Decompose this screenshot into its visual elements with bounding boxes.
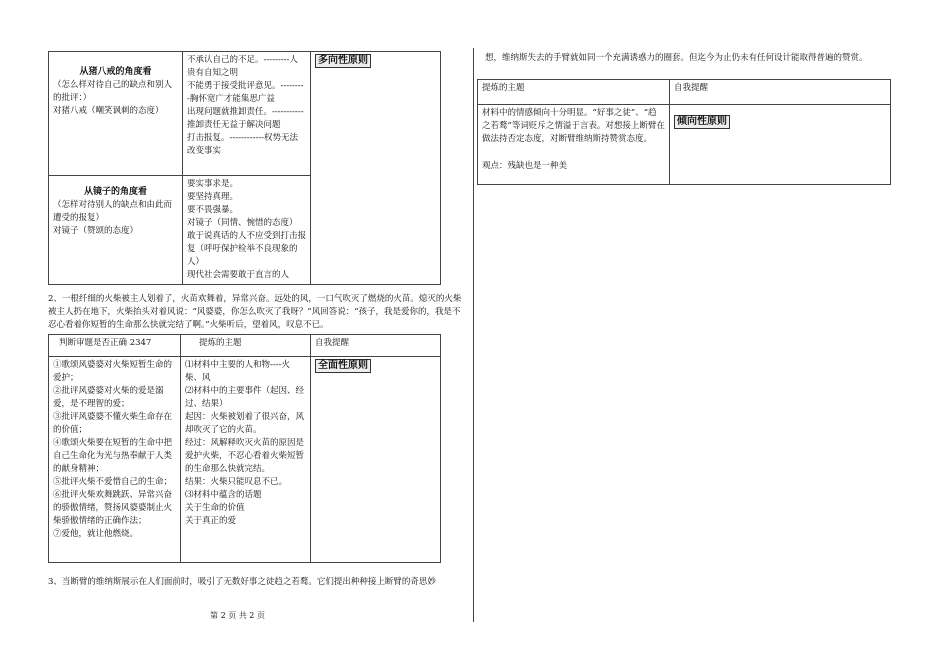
judgment-cell	[49, 357, 181, 563]
passage-2: 2、一根纤细的火柴被主人划着了，火苗欢舞着，异常兴奋。远处的风，一口气吹灭了燃烧的火苗。熄灭的火柴被主人扔在地下，火柴抬头对着风说：“风婆婆，你怎么吹灭了我呀？”风回答说：“孩子，我是爱你的，我是不忍心看着你短暂的生命那么快就完结了啊。”火柴听后，望着风，叹息不已。	[48, 294, 462, 330]
analysis-line: 不承认自己的不足。---------人贵有自知之明	[187, 55, 298, 78]
theme-line: ⑴材料中主要的人和物----火柴、风	[185, 360, 290, 383]
reminder-cell	[311, 357, 441, 563]
theme-line: 关于真正的爱	[185, 516, 237, 526]
judgment-line: ②批评风婆婆对火柴的爱是溺爱，是不理智的爱；	[53, 386, 164, 409]
theme-cell	[181, 357, 311, 563]
analysis-line: 敢于说真话的人不应受到打击报复（呼吁保护检举不良现象的人）	[187, 231, 307, 267]
page-footer: 第 2 页 共 2 页	[210, 611, 265, 620]
judgment-line: ④歌颂火柴要在短暂的生命中把自己生命化为光与热奉献于人类的献身精神；	[53, 438, 173, 474]
header-cell: 判断审题是否正确 2347	[49, 335, 181, 357]
principle-tag: 多向性原则	[315, 54, 371, 68]
header-cell: 自我提醒	[311, 335, 441, 357]
theme-cell	[478, 105, 670, 185]
analysis-table-3	[477, 79, 891, 185]
theme-line: 经过：风解释吹灭火苗的原因是爱护火柴，不忍心看着火柴短暂的生命那么快就完结。	[185, 438, 305, 474]
perspective-cell	[49, 52, 183, 176]
analysis-cell	[183, 176, 311, 285]
analysis-table-2	[48, 334, 441, 563]
theme-line: 起因：火柴被划着了很兴奋，风却吹灭了它的火苗。	[185, 412, 305, 435]
perspective-line: （怎样对待别人的缺点和由此而遭受的报复）	[53, 200, 173, 223]
analysis-line: 要不畏强暴。	[187, 205, 239, 215]
perspective-title: 从镜子的角度看	[83, 187, 147, 197]
viewpoint-text: 观点：残缺也是一种美	[482, 161, 568, 171]
principle-tag: 全面性原则	[315, 359, 371, 373]
analysis-cell	[183, 52, 311, 176]
table-row	[49, 52, 441, 176]
perspective-cell	[49, 176, 183, 285]
perspective-title: 从猪八戒的角度看	[79, 67, 152, 77]
theme-text: 材料中的情感倾向十分明显。“好事之徒”、“趋之若鹜”等词贬斥之情溢于言表。对想接上断臂在做法持否定态度，对断臂维纳斯持赞赏态度。	[482, 108, 665, 144]
column-divider	[473, 48, 474, 622]
analysis-table-1	[48, 51, 441, 285]
theme-line: ⑵材料中的主要事件（起因、经过、结果）	[185, 386, 305, 409]
reminder-cell	[670, 105, 891, 185]
perspective-line: （怎么样对待自己的缺点和别人的批评：）	[53, 80, 173, 103]
header-cell: 提炼的主题	[478, 80, 670, 105]
header-cell: 自我提醒	[670, 80, 891, 105]
analysis-line: 出现问题就推卸责任。-----------推卸责任无益于解决问题	[187, 107, 304, 130]
header-cell: 提炼的主题	[181, 335, 311, 357]
passage-3: 3、当断臂的维纳斯展示在人们面前时，吸引了无数好事之徒趋之若鹜。它们提出种种接上断臂的奇思妙	[48, 577, 436, 587]
analysis-line: 对镜子（同情、惋惜的态度）	[187, 218, 298, 228]
analysis-line: 不能勇于接受批评意见。---------胸怀宽广才能集思广益	[187, 81, 304, 104]
passage-3-continued: 想，维纳斯失去的手臂就如同一个充满诱惑力的圈套。但迄今为止仍未有任何设计能取得普遍的赞赏。	[485, 53, 868, 63]
analysis-line: 打击报复。------------权势无法改变事实	[187, 133, 298, 156]
perspective-line: 对猪八戒（嘲笑讽刺的态度）	[53, 106, 164, 116]
theme-line: ⑶材料中蕴含的话题	[185, 490, 262, 500]
principle-tag: 倾向性原则	[674, 115, 730, 129]
table-row	[478, 105, 891, 185]
judgment-line: ①歌颂风婆婆对火柴短暂生命的爱护；	[53, 360, 173, 383]
theme-line: 结果：火柴只能叹息不已。	[185, 477, 288, 487]
judgment-line: ⑤批评火柴不爱惜自己的生命；	[53, 477, 173, 487]
judgment-line: ⑦爱他，就让他燃烧。	[53, 529, 139, 539]
perspective-line: 对镜子（赞颂的态度）	[53, 226, 139, 236]
analysis-line: 要实事求是。	[187, 179, 239, 189]
theme-line: 关于生命的价值	[185, 503, 245, 513]
table-header-row	[478, 80, 891, 105]
table-header-row	[49, 335, 441, 357]
judgment-line: ③批评风婆婆不懂火柴生命存在的价值；	[53, 412, 173, 435]
table-row	[49, 357, 441, 563]
principle-cell	[311, 52, 441, 285]
analysis-line: 现代社会需要敢于直言的人	[187, 270, 290, 280]
analysis-line: 要坚持真理。	[187, 192, 239, 202]
judgment-line: ⑥批评火柴欢舞跳跃、异常兴奋的骄傲情绪，赞扬风婆婆制止火柴骄傲情绪的正确作法；	[53, 490, 173, 526]
